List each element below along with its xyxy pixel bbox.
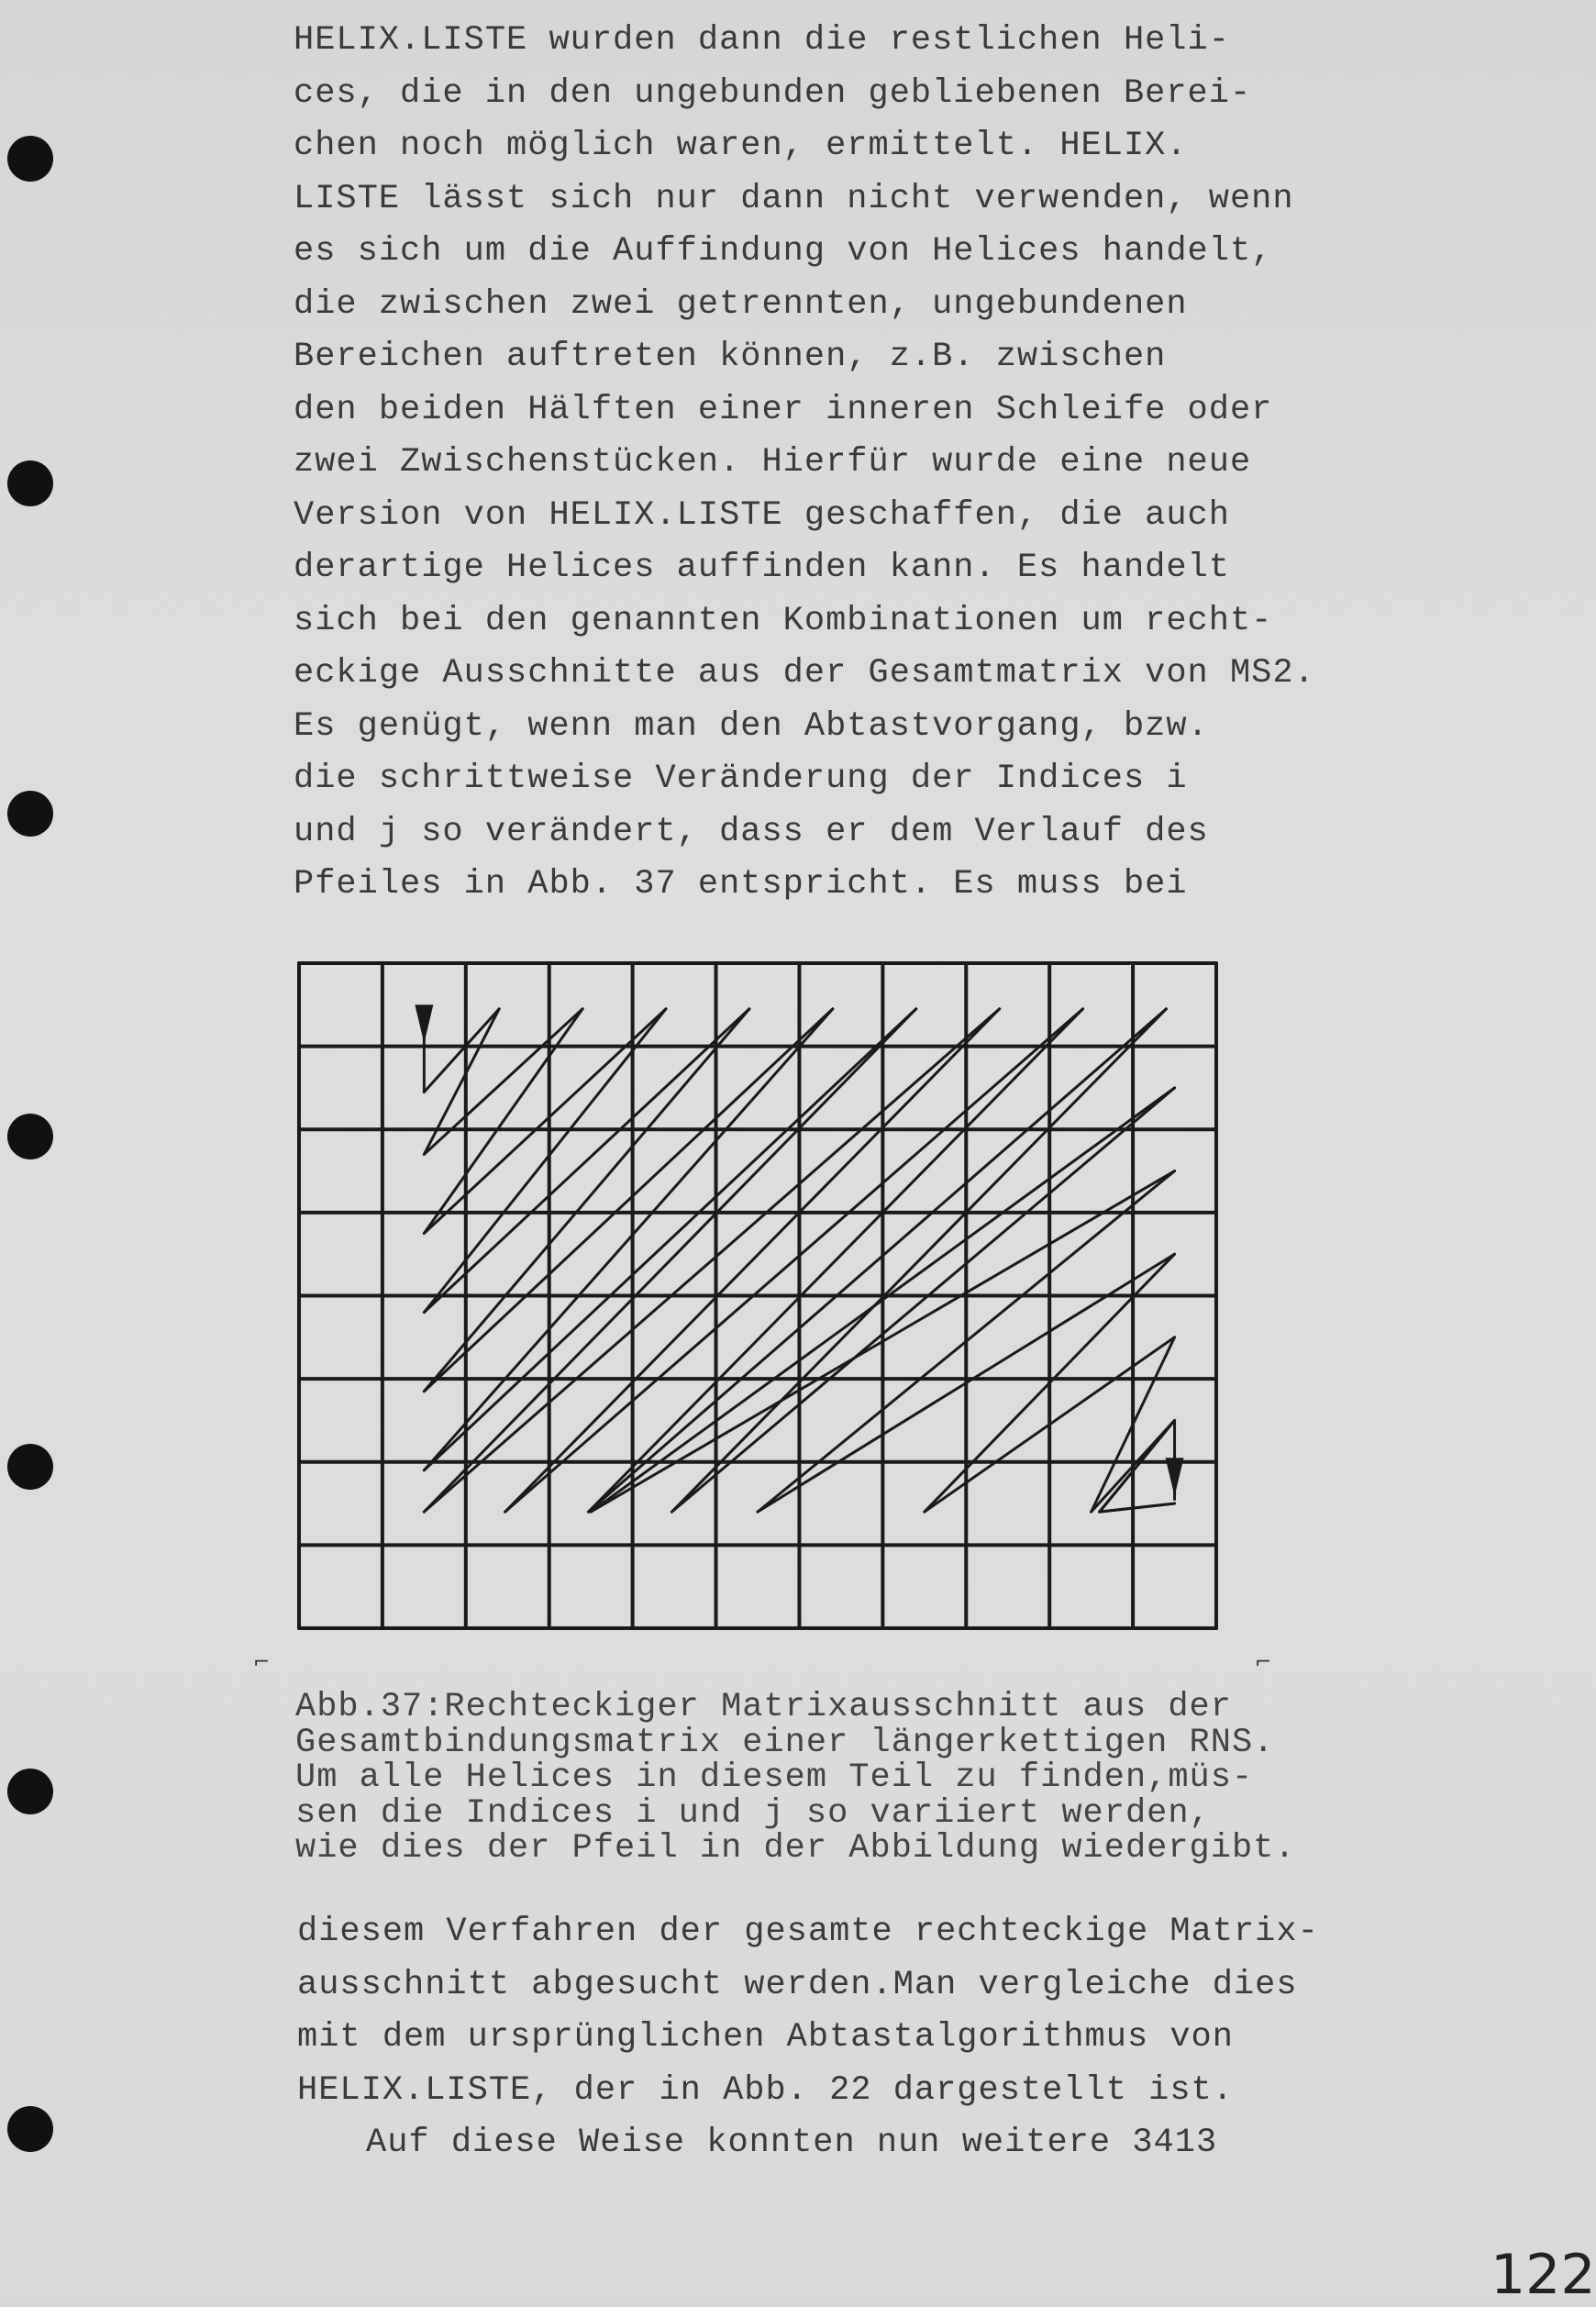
scan-path-segment xyxy=(505,1009,1083,1512)
caption-line: wie dies der Pfeil in der Abbildung wiedergibt. xyxy=(295,1829,1296,1868)
page-number: 122 xyxy=(1491,2243,1596,2307)
scan-path-segment xyxy=(424,1009,915,1512)
scan-path-segment xyxy=(758,1254,1175,1512)
scan-path-segment xyxy=(1100,1503,1175,1512)
binder-hole-6 xyxy=(7,1769,53,1814)
scan-path-segment xyxy=(1092,1420,1175,1512)
text-line: und j so verändert, dass er dem Verlauf des xyxy=(294,812,1209,851)
scan-path-segment xyxy=(505,1009,1000,1512)
text-line: Bereichen auftreten können, z.B. zwischen xyxy=(294,338,1167,376)
scan-path-segment xyxy=(424,1009,499,1092)
binder-hole-2 xyxy=(7,460,53,506)
text-line: HELIX.LISTE wurden dann die restlichen Heli- xyxy=(294,21,1230,60)
caption-line: Abb.37:Rechteckiger Matrixausschnitt aus der xyxy=(295,1688,1232,1726)
scan-path-segment xyxy=(925,1337,1175,1512)
text-line: HELIX.LISTE, der in Abb. 22 dargestellt ist. xyxy=(297,2070,1234,2110)
text-line: eckige Ausschnitte aus der Gesamtmatrix von MS2. xyxy=(294,654,1315,693)
scan-path-segment xyxy=(424,1009,832,1470)
scan-path-segment xyxy=(424,1009,666,1313)
caption-line: Um alle Helices in diesem Teil zu finden,müs- xyxy=(295,1758,1254,1797)
text-line: Auf diese Weise konnten nun weitere 3413 xyxy=(366,2124,1218,2162)
scan-path-segment xyxy=(1100,1420,1175,1512)
text-line: ausschnitt abgesucht werden.Man vergleiche dies xyxy=(297,1965,1298,2004)
scan-path-segment xyxy=(424,1009,582,1234)
scan-path-segment xyxy=(424,1009,582,1155)
scan-path-segment xyxy=(671,1088,1174,1512)
scan-path-segment xyxy=(758,1171,1175,1513)
text-line: die schrittweise Veränderung der Indices i xyxy=(294,760,1188,798)
scan-path-segment xyxy=(591,1088,1174,1512)
binder-hole-5 xyxy=(7,1444,53,1490)
figure-caption xyxy=(295,1690,1296,1867)
scan-path-segment xyxy=(424,1009,749,1392)
body-text-bottom xyxy=(297,1906,1319,2170)
text-line: den beiden Hälften einer inneren Schleife oder xyxy=(294,390,1273,429)
scan-path-segment xyxy=(1100,1420,1175,1512)
end-arrowhead xyxy=(1166,1458,1184,1496)
text-line: derartige Helices auffinden kann. Es handelt xyxy=(294,549,1230,587)
scan-path-segment xyxy=(424,1009,915,1470)
scan-path-segment xyxy=(424,1009,749,1313)
text-line: zwei Zwischenstücken. Hierfür wurde eine neue xyxy=(294,443,1252,482)
text-line: sich bei den genannten Kombinationen um recht- xyxy=(294,601,1273,640)
text-line: ces, die in den ungebunden gebliebenen Berei- xyxy=(294,73,1252,113)
binder-hole-3 xyxy=(7,791,53,837)
binder-hole-4 xyxy=(7,1114,53,1159)
scan-path-segment xyxy=(424,1009,999,1512)
body-text-top xyxy=(294,15,1315,912)
scan-path-segment xyxy=(591,1171,1174,1513)
scan-path-segment xyxy=(671,1009,1166,1512)
scan-path-segment xyxy=(1092,1337,1175,1512)
scan-path-segment xyxy=(424,1009,666,1234)
text-line: Version von HELIX.LISTE geschaffen, die auch xyxy=(294,495,1230,535)
text-line: Pfeiles in Abb. 37 entspricht. Es muss bei xyxy=(294,865,1188,904)
matrix-grid xyxy=(299,963,1216,1628)
crop-mark-left: ⌐ xyxy=(253,1651,271,1674)
binder-hole-1 xyxy=(7,136,53,182)
text-line: Es genügt, wenn man den Abtastvorgang, bzw. xyxy=(294,706,1209,746)
scan-path-segment xyxy=(424,1009,499,1155)
scan-path-segment xyxy=(925,1254,1175,1512)
text-line: LISTE lässt sich nur dann nicht verwenden, wenn xyxy=(294,179,1294,218)
text-line: die zwischen zwei getrennten, ungebundenen xyxy=(294,284,1188,324)
text-line: chen noch möglich waren, ermittelt. HELIX. xyxy=(294,127,1188,165)
scan-path-segment xyxy=(1100,1503,1175,1512)
crop-mark-right: ⌐ xyxy=(1255,1651,1272,1674)
scan-path-segment xyxy=(589,1009,1167,1512)
text-line: mit dem ursprünglichen Abtastalgorithmus von xyxy=(297,2018,1234,2057)
caption-line: Gesamtbindungsmatrix einer längerkettigen RNS. xyxy=(295,1723,1275,1762)
text-line: es sich um die Auffindung von Helices handelt, xyxy=(294,232,1273,271)
scan-path-segment xyxy=(424,1009,832,1392)
binder-hole-7 xyxy=(7,2106,53,2152)
scan-path-segment xyxy=(589,1009,1083,1512)
start-arrowhead xyxy=(415,1004,433,1043)
text-line: diesem Verfahren der gesamte rechteckige Matrix- xyxy=(297,1913,1319,1951)
caption-line: sen die Indices i und j so variiert werden, xyxy=(295,1793,1211,1833)
scan-path xyxy=(415,1004,1183,1512)
